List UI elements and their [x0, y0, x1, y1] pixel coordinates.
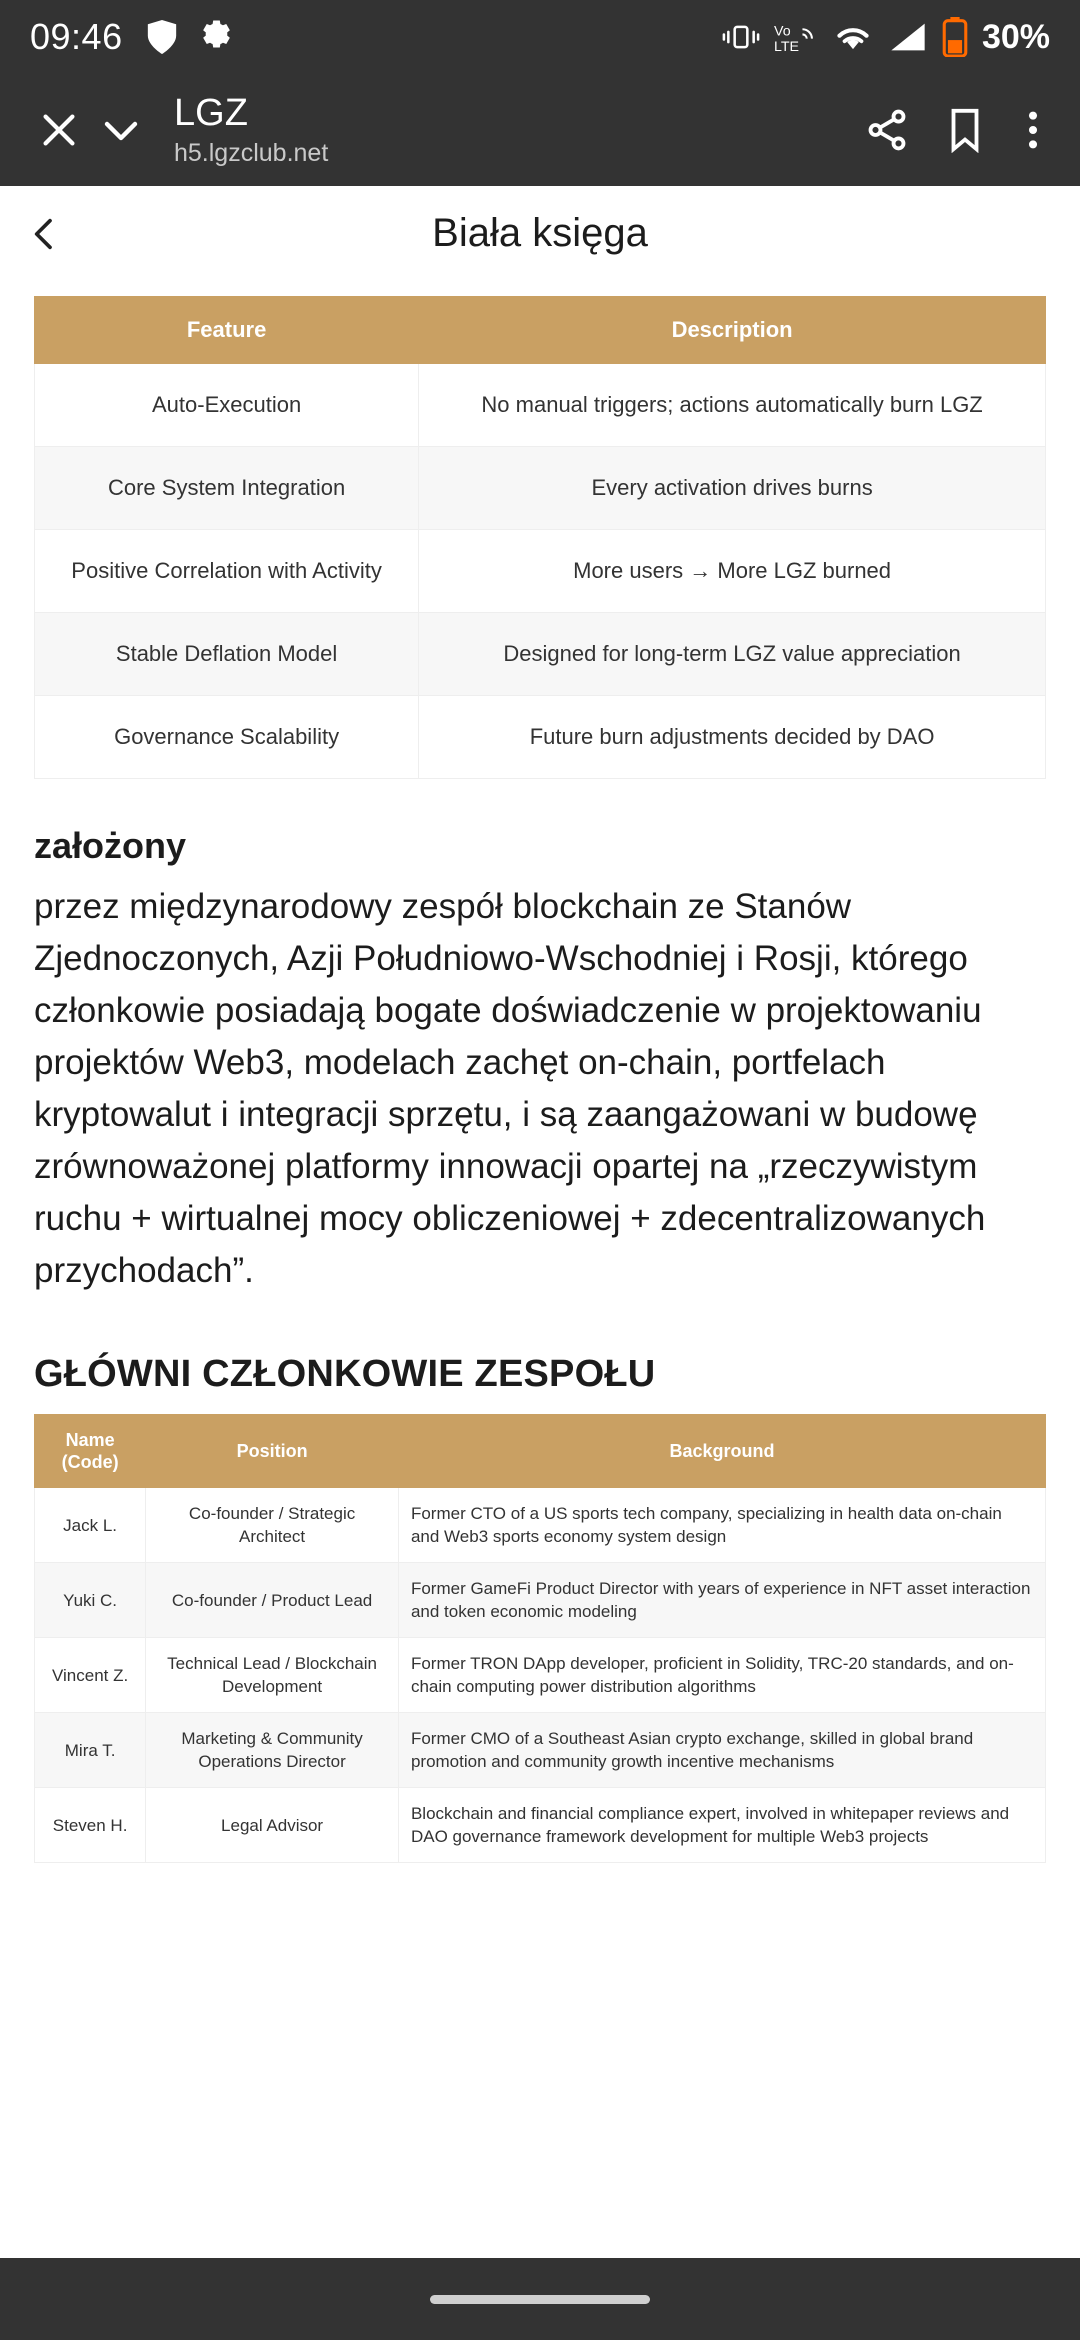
svg-text:LTE: LTE — [773, 39, 799, 55]
table-row — [35, 447, 1046, 530]
table-row — [35, 364, 1046, 447]
shield-icon — [145, 18, 179, 56]
app-header — [0, 186, 1080, 282]
cell-feature: Governance Scalability — [35, 696, 419, 779]
cell-description: No manual triggers; actions automatically burn LGZ — [419, 364, 1046, 447]
cell-name: Mira T. — [35, 1713, 146, 1788]
cell-feature: Auto-Execution — [35, 364, 419, 447]
cell-feature: Positive Correlation with Activity — [35, 530, 419, 613]
cell-description: Designed for long-term LGZ value appreciation — [419, 613, 1046, 696]
system-navigation-bar — [0, 2258, 1080, 2340]
status-right-icons — [722, 17, 1050, 57]
cell-feature: Core System Integration — [35, 447, 419, 530]
volte-icon — [774, 19, 818, 55]
cell-name: Jack L. — [35, 1488, 146, 1563]
home-gesture-handle[interactable] — [430, 2295, 650, 2304]
table-row — [35, 613, 1046, 696]
share-icon[interactable] — [864, 107, 910, 153]
column-header-name-line2: (Code) — [61, 1452, 119, 1472]
table-row — [35, 530, 1046, 613]
battery-icon — [942, 17, 968, 57]
bookmark-icon[interactable] — [944, 107, 986, 153]
battery-percent-label: 30% — [981, 17, 1050, 56]
founded-paragraph: przez międzynarodowy zespół blockchain ze Stanów Zjednoczonych, Azji Południowo-Wschodniej i Rosji, którego członkowie posiadają bogate doświadczenie w projektowaniu projektów Web3, modelach zachęt on-chain, portfelach kryptowalut i integracji sprzętu, i są zaangażowani w budowę zrównoważonej platformy innowacji opartej na „rzeczywistym ruchu + wirtualnej mocy obliczeniowej + zdecentralizowanych przychodach”. — [34, 887, 986, 1290]
cell-feature: Stable Deflation Model — [35, 613, 419, 696]
status-clock: 09:46 — [30, 16, 123, 57]
cell-name: Steven H. — [35, 1788, 146, 1863]
cell-background: Former CTO of a US sports tech company, specializing in health data on-chain and Web3 sports economy system design — [398, 1488, 1045, 1563]
table-row — [35, 696, 1046, 779]
close-icon[interactable] — [28, 99, 90, 161]
chevron-down-icon[interactable] — [90, 99, 152, 161]
more-options-icon[interactable] — [1020, 107, 1046, 153]
signal-icon — [888, 20, 928, 54]
column-header-name — [35, 1415, 146, 1488]
founded-heading: założony — [34, 825, 187, 866]
cell-position: Legal Advisor — [146, 1788, 399, 1863]
column-header-feature: Feature — [35, 297, 419, 364]
cell-background: Blockchain and financial compliance expert, involved in whitepaper reviews and DAO governance framework development for multiple Web3 projects — [398, 1788, 1045, 1863]
feature-table — [34, 296, 1046, 779]
site-url: h5.lgzclub.net — [174, 139, 329, 167]
cell-description: Future burn adjustments decided by DAO — [419, 696, 1046, 779]
gear-icon — [197, 19, 233, 55]
status-bar — [0, 0, 1080, 74]
site-title: LGZ — [174, 92, 248, 134]
team-table — [34, 1414, 1046, 1863]
page-title: Biała księga — [432, 211, 648, 255]
table-row — [35, 1488, 1046, 1563]
cell-position: Co-founder / Strategic Architect — [146, 1488, 399, 1563]
cell-name: Yuki C. — [35, 1563, 146, 1638]
status-left-icons — [145, 18, 233, 56]
page-identity — [174, 91, 328, 169]
vibrate-icon — [722, 20, 760, 54]
cell-position: Technical Lead / Blockchain Development — [146, 1638, 399, 1713]
column-header-description: Description — [419, 297, 1046, 364]
team-heading: GŁÓWNI CZŁONKOWIE ZESPOŁU — [34, 1353, 656, 1395]
browser-toolbar — [0, 74, 1080, 186]
document-content[interactable] — [0, 282, 1080, 2258]
cell-description: More users → More LGZ burned — [419, 530, 1046, 613]
column-header-background: Background — [398, 1415, 1045, 1488]
table-row — [35, 1713, 1046, 1788]
table-row — [35, 1788, 1046, 1863]
cell-background: Former TRON DApp developer, proficient in Solidity, TRC-20 standards, and on-chain computing power distribution algorithms — [398, 1638, 1045, 1713]
cell-background: Former GameFi Product Director with years of experience in NFT asset interaction and token economic modeling — [398, 1563, 1045, 1638]
cell-name: Vincent Z. — [35, 1638, 146, 1713]
column-header-position: Position — [146, 1415, 399, 1488]
wifi-icon — [832, 20, 874, 54]
table-header-row — [35, 1415, 1046, 1488]
cell-position: Marketing & Community Operations Director — [146, 1713, 399, 1788]
cell-background: Former CMO of a Southeast Asian crypto exchange, skilled in global brand promotion and community growth incentive mechanisms — [398, 1713, 1045, 1788]
table-header-row — [35, 297, 1046, 364]
table-row — [35, 1638, 1046, 1713]
cell-position: Co-founder / Product Lead — [146, 1563, 399, 1638]
browser-actions — [864, 107, 1052, 153]
cell-description: Every activation drives burns — [419, 447, 1046, 530]
svg-text:Vo: Vo — [773, 23, 791, 40]
table-row — [35, 1563, 1046, 1638]
column-header-name-line1: Name — [65, 1430, 115, 1450]
